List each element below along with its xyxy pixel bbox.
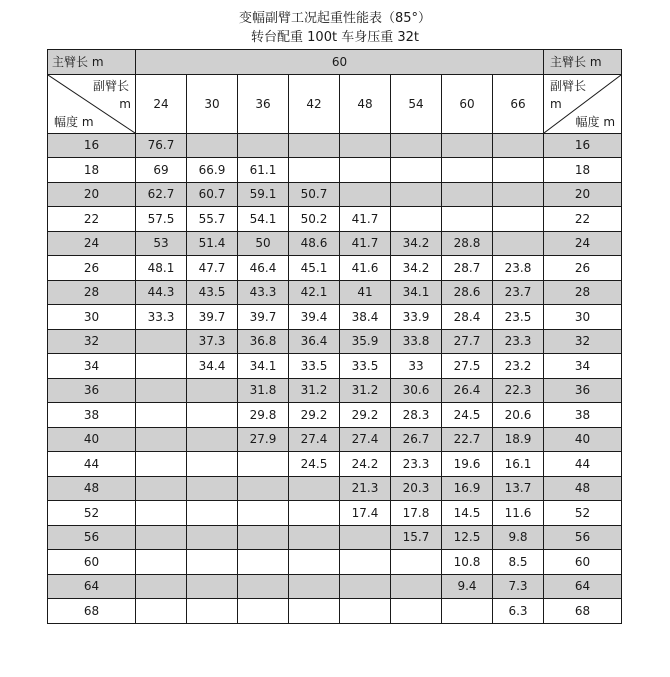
capacity-cell xyxy=(136,329,187,354)
capacity-cell xyxy=(340,158,391,183)
capacity-cell xyxy=(136,599,187,624)
capacity-cell xyxy=(442,207,493,232)
capacity-cell: 35.9 xyxy=(340,329,391,354)
capacity-cell xyxy=(136,452,187,477)
capacity-cell xyxy=(391,599,442,624)
jib-length-header: 24 xyxy=(136,74,187,133)
radius-cell-right: 44 xyxy=(544,452,622,477)
jib-unit-right: m xyxy=(550,96,562,111)
capacity-cell: 46.4 xyxy=(238,256,289,281)
radius-cell-left: 32 xyxy=(48,329,136,354)
capacity-cell: 45.1 xyxy=(289,256,340,281)
capacity-cell: 48.1 xyxy=(136,256,187,281)
capacity-cell xyxy=(493,231,544,256)
radius-cell-left: 48 xyxy=(48,476,136,501)
table-row xyxy=(48,158,622,183)
capacity-cell: 42.1 xyxy=(289,280,340,305)
capacity-cell: 24.5 xyxy=(442,403,493,428)
table-row xyxy=(48,476,622,501)
capacity-cell: 62.7 xyxy=(136,182,187,207)
radius-cell-right: 52 xyxy=(544,501,622,526)
capacity-cell xyxy=(391,550,442,575)
capacity-cell: 34.2 xyxy=(391,231,442,256)
capacity-cell: 23.3 xyxy=(391,452,442,477)
radius-cell-left: 36 xyxy=(48,378,136,403)
table-row xyxy=(48,207,622,232)
capacity-cell: 31.2 xyxy=(289,378,340,403)
capacity-cell: 33 xyxy=(391,354,442,379)
capacity-cell: 17.4 xyxy=(340,501,391,526)
radius-cell-left: 30 xyxy=(48,305,136,330)
capacity-cell: 44.3 xyxy=(136,280,187,305)
capacity-cell: 29.2 xyxy=(289,403,340,428)
radius-label-left: 幅度 m xyxy=(54,114,94,129)
capacity-cell: 28.6 xyxy=(442,280,493,305)
radius-cell-left: 18 xyxy=(48,158,136,183)
capacity-cell xyxy=(493,207,544,232)
capacity-cell xyxy=(442,182,493,207)
main-boom-label-left: 主臂长 m xyxy=(48,50,136,75)
table-row xyxy=(48,280,622,305)
header-row-main-boom xyxy=(48,50,622,75)
capacity-cell xyxy=(289,158,340,183)
load-chart-table xyxy=(47,49,622,624)
capacity-cell: 18.9 xyxy=(493,427,544,452)
capacity-cell xyxy=(187,378,238,403)
capacity-cell xyxy=(493,182,544,207)
capacity-cell: 34.1 xyxy=(391,280,442,305)
capacity-cell xyxy=(442,158,493,183)
capacity-cell xyxy=(136,501,187,526)
radius-cell-left: 22 xyxy=(48,207,136,232)
jib-length-header: 48 xyxy=(340,74,391,133)
capacity-cell xyxy=(391,133,442,158)
radius-cell-left: 16 xyxy=(48,133,136,158)
diagonal-header-left xyxy=(48,74,136,133)
capacity-cell: 20.6 xyxy=(493,403,544,428)
capacity-cell xyxy=(238,599,289,624)
capacity-cell: 14.5 xyxy=(442,501,493,526)
capacity-cell xyxy=(136,427,187,452)
table-row xyxy=(48,182,622,207)
capacity-cell xyxy=(289,133,340,158)
radius-cell-right: 40 xyxy=(544,427,622,452)
capacity-cell: 28.8 xyxy=(442,231,493,256)
capacity-cell: 22.3 xyxy=(493,378,544,403)
capacity-cell xyxy=(340,550,391,575)
radius-cell-left: 64 xyxy=(48,574,136,599)
capacity-cell: 60.7 xyxy=(187,182,238,207)
capacity-cell xyxy=(340,525,391,550)
radius-cell-right: 68 xyxy=(544,599,622,624)
capacity-cell: 59.1 xyxy=(238,182,289,207)
capacity-cell: 39.7 xyxy=(238,305,289,330)
radius-cell-left: 60 xyxy=(48,550,136,575)
table-row xyxy=(48,256,622,281)
capacity-cell: 76.7 xyxy=(136,133,187,158)
radius-cell-right: 64 xyxy=(544,574,622,599)
capacity-cell: 53 xyxy=(136,231,187,256)
table-row xyxy=(48,550,622,575)
capacity-cell: 8.5 xyxy=(493,550,544,575)
capacity-cell: 7.3 xyxy=(493,574,544,599)
radius-cell-right: 20 xyxy=(544,182,622,207)
capacity-cell: 21.3 xyxy=(340,476,391,501)
capacity-cell xyxy=(289,574,340,599)
capacity-cell: 23.7 xyxy=(493,280,544,305)
radius-cell-right: 36 xyxy=(544,378,622,403)
radius-cell-left: 34 xyxy=(48,354,136,379)
radius-cell-right: 34 xyxy=(544,354,622,379)
capacity-cell: 33.5 xyxy=(289,354,340,379)
capacity-cell: 50.2 xyxy=(289,207,340,232)
capacity-cell: 34.4 xyxy=(187,354,238,379)
table-row xyxy=(48,133,622,158)
capacity-cell: 27.4 xyxy=(289,427,340,452)
capacity-cell: 43.5 xyxy=(187,280,238,305)
capacity-cell: 28.3 xyxy=(391,403,442,428)
radius-cell-left: 68 xyxy=(48,599,136,624)
capacity-cell: 50.7 xyxy=(289,182,340,207)
capacity-cell: 30.6 xyxy=(391,378,442,403)
capacity-cell: 54.1 xyxy=(238,207,289,232)
radius-cell-right: 48 xyxy=(544,476,622,501)
radius-label-right: 幅度 m xyxy=(575,114,616,129)
capacity-cell xyxy=(136,378,187,403)
capacity-cell: 22.7 xyxy=(442,427,493,452)
capacity-cell: 29.8 xyxy=(238,403,289,428)
jib-length-header: 36 xyxy=(238,74,289,133)
capacity-cell: 69 xyxy=(136,158,187,183)
capacity-cell: 36.4 xyxy=(289,329,340,354)
capacity-cell xyxy=(340,133,391,158)
capacity-cell: 27.4 xyxy=(340,427,391,452)
header-row-jib-lengths xyxy=(48,74,622,133)
capacity-cell: 36.8 xyxy=(238,329,289,354)
capacity-cell: 9.4 xyxy=(442,574,493,599)
capacity-cell: 33.8 xyxy=(391,329,442,354)
radius-cell-right: 56 xyxy=(544,525,622,550)
capacity-cell xyxy=(187,501,238,526)
radius-cell-left: 20 xyxy=(48,182,136,207)
radius-cell-right: 32 xyxy=(544,329,622,354)
capacity-cell xyxy=(391,207,442,232)
capacity-cell xyxy=(340,599,391,624)
capacity-cell: 34.1 xyxy=(238,354,289,379)
jib-length-header: 30 xyxy=(187,74,238,133)
capacity-cell xyxy=(136,354,187,379)
capacity-cell xyxy=(187,427,238,452)
table-row xyxy=(48,501,622,526)
capacity-cell xyxy=(391,182,442,207)
capacity-cell xyxy=(391,574,442,599)
radius-cell-right: 38 xyxy=(544,403,622,428)
table-row xyxy=(48,599,622,624)
table-subtitle: 转台配重 100t 车身压重 32t xyxy=(251,30,419,45)
capacity-cell: 19.6 xyxy=(442,452,493,477)
capacity-cell xyxy=(238,525,289,550)
capacity-cell: 24.2 xyxy=(340,452,391,477)
table-row xyxy=(48,427,622,452)
radius-cell-left: 40 xyxy=(48,427,136,452)
table-row xyxy=(48,231,622,256)
capacity-cell: 33.5 xyxy=(340,354,391,379)
table-row xyxy=(48,354,622,379)
capacity-cell: 41 xyxy=(340,280,391,305)
capacity-cell: 41.6 xyxy=(340,256,391,281)
capacity-cell xyxy=(289,525,340,550)
capacity-cell: 29.2 xyxy=(340,403,391,428)
capacity-cell xyxy=(136,403,187,428)
table-row xyxy=(48,452,622,477)
radius-cell-right: 16 xyxy=(544,133,622,158)
radius-cell-left: 28 xyxy=(48,280,136,305)
capacity-cell: 9.8 xyxy=(493,525,544,550)
capacity-cell: 23.8 xyxy=(493,256,544,281)
capacity-cell: 10.8 xyxy=(442,550,493,575)
capacity-cell: 38.4 xyxy=(340,305,391,330)
capacity-cell xyxy=(289,476,340,501)
capacity-cell xyxy=(340,182,391,207)
capacity-cell xyxy=(238,452,289,477)
table-row xyxy=(48,305,622,330)
radius-cell-left: 26 xyxy=(48,256,136,281)
capacity-cell: 27.9 xyxy=(238,427,289,452)
capacity-cell xyxy=(289,550,340,575)
capacity-cell: 26.7 xyxy=(391,427,442,452)
capacity-cell: 57.5 xyxy=(136,207,187,232)
radius-cell-left: 56 xyxy=(48,525,136,550)
capacity-cell xyxy=(187,525,238,550)
capacity-cell xyxy=(187,574,238,599)
radius-cell-right: 30 xyxy=(544,305,622,330)
capacity-cell xyxy=(136,550,187,575)
capacity-cell: 23.5 xyxy=(493,305,544,330)
capacity-cell: 16.1 xyxy=(493,452,544,477)
radius-cell-left: 24 xyxy=(48,231,136,256)
capacity-cell xyxy=(442,599,493,624)
capacity-cell xyxy=(238,133,289,158)
capacity-cell: 20.3 xyxy=(391,476,442,501)
capacity-cell xyxy=(493,158,544,183)
jib-length-header: 42 xyxy=(289,74,340,133)
table-row xyxy=(48,378,622,403)
capacity-cell: 39.4 xyxy=(289,305,340,330)
capacity-cell: 55.7 xyxy=(187,207,238,232)
capacity-cell: 16.9 xyxy=(442,476,493,501)
capacity-cell xyxy=(136,525,187,550)
capacity-cell: 23.2 xyxy=(493,354,544,379)
capacity-cell: 66.9 xyxy=(187,158,238,183)
table-row xyxy=(48,525,622,550)
capacity-cell xyxy=(136,476,187,501)
capacity-cell: 28.4 xyxy=(442,305,493,330)
capacity-cell: 41.7 xyxy=(340,231,391,256)
jib-label-left: 副臂长 xyxy=(92,78,129,93)
radius-cell-right: 26 xyxy=(544,256,622,281)
table-row xyxy=(48,329,622,354)
capacity-cell: 51.4 xyxy=(187,231,238,256)
capacity-cell xyxy=(187,403,238,428)
capacity-cell: 43.3 xyxy=(238,280,289,305)
capacity-cell xyxy=(238,476,289,501)
capacity-cell xyxy=(391,158,442,183)
capacity-cell: 41.7 xyxy=(340,207,391,232)
capacity-cell xyxy=(238,550,289,575)
capacity-cell: 23.3 xyxy=(493,329,544,354)
radius-cell-left: 38 xyxy=(48,403,136,428)
capacity-cell xyxy=(289,599,340,624)
capacity-cell: 34.2 xyxy=(391,256,442,281)
capacity-cell xyxy=(187,476,238,501)
capacity-cell xyxy=(187,452,238,477)
capacity-cell: 28.7 xyxy=(442,256,493,281)
capacity-cell xyxy=(442,133,493,158)
capacity-cell: 31.8 xyxy=(238,378,289,403)
capacity-cell xyxy=(340,574,391,599)
capacity-cell xyxy=(187,133,238,158)
radius-cell-right: 60 xyxy=(544,550,622,575)
radius-cell-left: 44 xyxy=(48,452,136,477)
jib-unit-left: m xyxy=(119,96,131,111)
capacity-cell: 31.2 xyxy=(340,378,391,403)
capacity-cell: 13.7 xyxy=(493,476,544,501)
capacity-cell: 50 xyxy=(238,231,289,256)
capacity-cell: 6.3 xyxy=(493,599,544,624)
capacity-cell: 24.5 xyxy=(289,452,340,477)
jib-length-header: 60 xyxy=(442,74,493,133)
table-row xyxy=(48,403,622,428)
capacity-cell: 12.5 xyxy=(442,525,493,550)
capacity-cell: 61.1 xyxy=(238,158,289,183)
capacity-cell: 33.9 xyxy=(391,305,442,330)
capacity-cell xyxy=(238,501,289,526)
capacity-cell: 48.6 xyxy=(289,231,340,256)
jib-length-header: 66 xyxy=(493,74,544,133)
capacity-cell xyxy=(187,550,238,575)
main-boom-label-right: 主臂长 m xyxy=(544,50,622,75)
capacity-cell: 37.3 xyxy=(187,329,238,354)
jib-length-header: 54 xyxy=(391,74,442,133)
radius-cell-right: 24 xyxy=(544,231,622,256)
capacity-cell: 17.8 xyxy=(391,501,442,526)
jib-label-right: 副臂长 xyxy=(550,78,587,93)
capacity-cell xyxy=(289,501,340,526)
radius-cell-right: 22 xyxy=(544,207,622,232)
table-row xyxy=(48,574,622,599)
capacity-cell: 11.6 xyxy=(493,501,544,526)
capacity-cell: 39.7 xyxy=(187,305,238,330)
capacity-cell: 26.4 xyxy=(442,378,493,403)
capacity-cell xyxy=(493,133,544,158)
capacity-cell: 47.7 xyxy=(187,256,238,281)
capacity-cell xyxy=(238,574,289,599)
capacity-cell xyxy=(187,599,238,624)
radius-cell-right: 18 xyxy=(544,158,622,183)
table-title: 变幅副臂工况起重性能表（85°） xyxy=(238,11,432,26)
capacity-cell: 27.7 xyxy=(442,329,493,354)
radius-cell-left: 52 xyxy=(48,501,136,526)
capacity-cell xyxy=(136,574,187,599)
capacity-cell: 33.3 xyxy=(136,305,187,330)
capacity-cell: 15.7 xyxy=(391,525,442,550)
diagonal-header-right xyxy=(544,74,622,133)
main-boom-value: 60 xyxy=(136,50,544,75)
radius-cell-right: 28 xyxy=(544,280,622,305)
capacity-cell: 27.5 xyxy=(442,354,493,379)
